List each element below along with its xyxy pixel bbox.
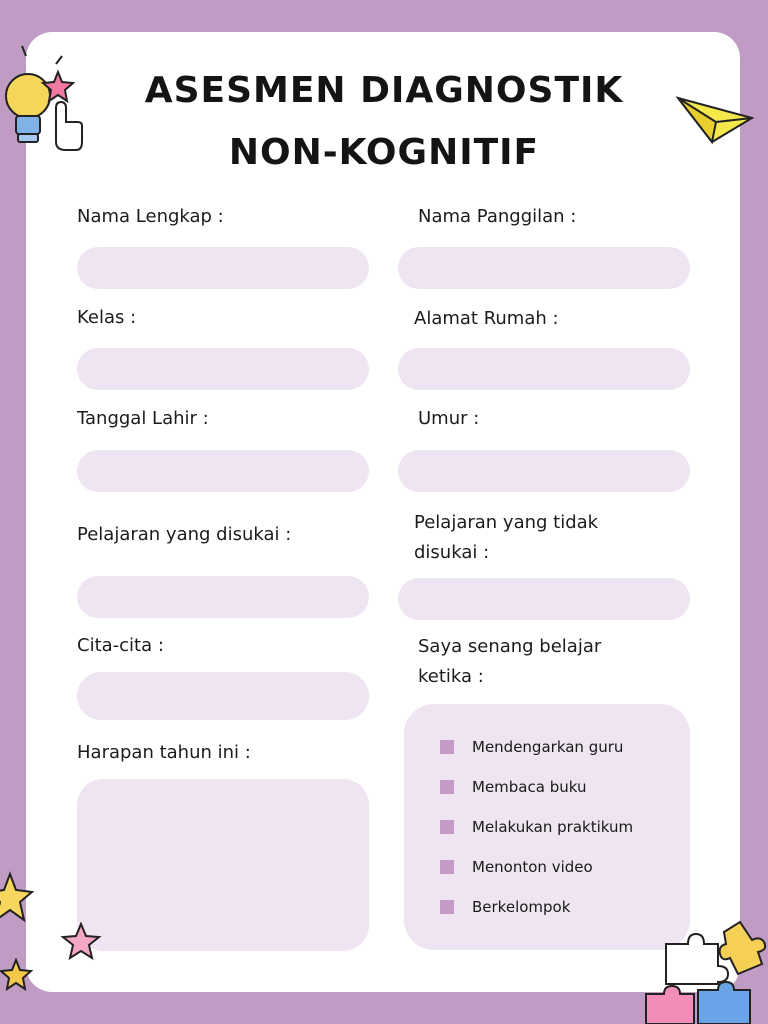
option-item[interactable] — [440, 897, 570, 917]
input-umur[interactable] — [398, 450, 690, 492]
label-pelajaran-tidak-disukai-line-2: disukai : — [414, 542, 490, 563]
star-icon — [0, 958, 34, 994]
input-cita-cita[interactable] — [77, 672, 369, 720]
label-pelajaran-disukai: Pelajaran yang disukai : — [77, 524, 292, 545]
option-item[interactable] — [440, 817, 633, 837]
star-icon — [60, 922, 102, 962]
title-line-1: ASESMEN DIAGNOSTIK — [144, 70, 624, 111]
checkbox[interactable] — [440, 740, 454, 754]
option-item[interactable] — [440, 737, 623, 757]
input-harapan[interactable] — [77, 779, 369, 951]
label-alamat-rumah: Alamat Rumah : — [414, 308, 559, 329]
checkbox[interactable] — [440, 780, 454, 794]
title-line-2: NON-KOGNITIF — [228, 132, 540, 173]
puzzle-icon — [636, 918, 768, 1024]
option-label: Berkelompok — [472, 898, 571, 916]
label-nama-lengkap: Nama Lengkap : — [77, 206, 224, 227]
label-nama-panggilan: Nama Panggilan : — [418, 206, 577, 227]
label-kelas: Kelas : — [77, 307, 137, 328]
paper-plane-icon — [676, 92, 756, 148]
option-label: Menonton video — [472, 858, 593, 876]
page-title — [0, 60, 768, 184]
option-item[interactable] — [440, 777, 586, 797]
input-alamat-rumah[interactable] — [398, 348, 690, 390]
input-tanggal-lahir[interactable] — [77, 450, 369, 492]
input-nama-lengkap[interactable] — [77, 247, 369, 289]
option-item[interactable] — [440, 857, 593, 877]
input-kelas[interactable] — [77, 348, 369, 390]
label-senang-belajar-line-1: Saya senang belajar — [418, 636, 602, 657]
label-pelajaran-tidak-disukai-line-1: Pelajaran yang tidak — [414, 512, 599, 533]
label-senang-belajar — [418, 632, 601, 692]
label-umur: Umur : — [418, 408, 480, 429]
label-tanggal-lahir: Tanggal Lahir : — [77, 408, 209, 429]
learning-options-panel — [404, 704, 690, 950]
option-label: Melakukan praktikum — [472, 818, 634, 836]
checkbox[interactable] — [440, 860, 454, 874]
label-senang-belajar-line-2: ketika : — [418, 666, 484, 687]
input-nama-panggilan[interactable] — [398, 247, 690, 289]
checkbox[interactable] — [440, 900, 454, 914]
label-pelajaran-tidak-disukai — [414, 508, 598, 568]
input-pelajaran-tidak-disukai[interactable] — [398, 578, 690, 620]
lightbulb-icon — [0, 42, 90, 154]
label-cita-cita: Cita-cita : — [77, 635, 164, 656]
star-icon — [0, 870, 36, 930]
checkbox[interactable] — [440, 820, 454, 834]
input-pelajaran-disukai[interactable] — [77, 576, 369, 618]
option-label: Membaca buku — [472, 778, 587, 796]
option-label: Mendengarkan guru — [472, 738, 624, 756]
label-harapan: Harapan tahun ini : — [77, 742, 251, 763]
